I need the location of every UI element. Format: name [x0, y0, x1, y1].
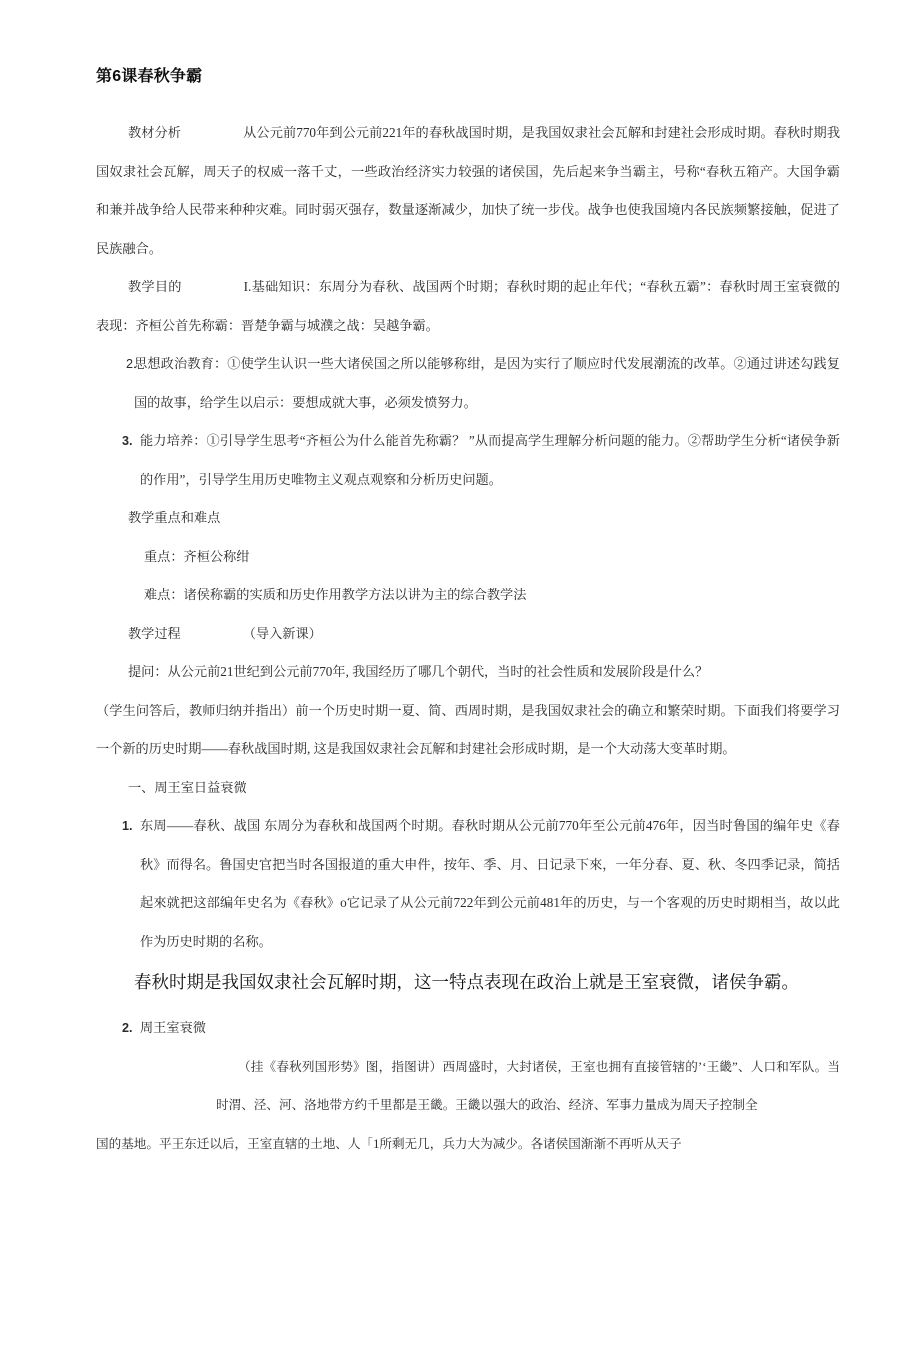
document-body: [96, 66, 840, 1163]
paragraph-teaching-material-analysis: [96, 114, 840, 268]
list-text: 周王室衰微: [140, 1020, 206, 1035]
label-teaching-aims: 教学目的: [128, 279, 182, 294]
list-item-part-one-2: [96, 1009, 840, 1048]
list-item-teaching-aims-3: [96, 422, 840, 499]
heading-key-and-difficult-points: 教学重点和难点: [128, 510, 221, 525]
label-teaching-process: 教学过程: [128, 625, 181, 641]
text-teaching-process-question: 提问：从公元前21世纪到公元前770年, 我国经历了哪几个朝代，当时的社会性质和发展阶段是什么？: [128, 664, 709, 679]
paragraph-teaching-aims-item-1: [96, 268, 840, 345]
text-part-one-detail-line-2: 国的基地。平王东迁以后，王室直辖的土地、人「1所剩无几，兵力大为减少。各诸侯国渐渐不再听从天子: [96, 1136, 682, 1151]
text-teaching-process-sub-label: （导入新课）: [242, 625, 322, 641]
text-teaching-material-analysis: 从公元前770年到公元前221年的春秋战国时期，是我国奴隶社会瓦解和封建社会形成时期。春秋时期我国奴隶社会瓦解，周天子的权威一落千丈，一些政治经济实力较强的诸侯国，先后起来争当霸主，号称“春秋五箱产。大国争霸和兼并战争给人民带来种种灾难。同时弱灭强存，数量逐渐减少，加快了统一步伐。战争也使我国境内各民族频繁接触，促进了民族融合。: [96, 125, 841, 256]
paragraph-teaching-process-label: [96, 615, 840, 654]
text-part-one-detail-line-1: （挂《春秋列国形势》图，指图讲）西周盛时，大封诸侯，王室也拥有直接管辖的’‘王畿”、人口和军队。当时渭、泾、河、洛地带方约千里都是王畿。王畿以强大的政治、经济、军事力量成为周天子控制全: [216, 1059, 840, 1112]
list-number: 2.: [126, 357, 137, 371]
label-teaching-material-analysis: 教材分析: [128, 125, 182, 140]
text-teaching-process-answer-note: （学生问答后，教师归纳并指出）前一个历史时期一夏、简、西周时期，是我国奴隶社会的确立和繁荣时期。下面我们将要学习一个新的历史时期——春秋战国时期, 这是我国奴隶社会瓦解和封建社会形成时期，是一个大动荡大变革时期。: [96, 702, 840, 756]
text-difficult-point: 难点：诸侯称霸的实质和历史作用教学方法以讲为主的综合教学法: [144, 587, 527, 602]
list-number: 3.: [122, 434, 133, 448]
list-number: 1.: [122, 819, 133, 833]
list-text: 东周——春秋、战国 东周分为春秋和战国两个时期。春秋时期从公元前770年至公元前476年，因当时鲁国的编年史《春秋》而得名。鲁国史官把当时各国报道的重大申件，按年、季、月、日记录下來，一年分春、夏、秋、冬四季记录，简括起來就把这部编年史名为《春秋》o它记录了从公元前722年到公元前481年的历史，与一个客观的历史时期相当，故以此作为历史时期的名称。: [140, 818, 840, 949]
heading-part-one: 一、周王室日益衰微: [128, 779, 247, 795]
page-title: 第6课春秋争霸: [96, 68, 203, 85]
list-text: 思想政治教育：①使学生认识一些大诸侯国之所以能够称绀，是因为实行了顺应时代发展潮流的改革。②通过讲述勾践复国的故事，给学生以启示：要想成就大事，必须发愤努力。: [134, 356, 840, 410]
list-number: 2.: [122, 1021, 133, 1035]
list-text: 能力培养：①引导学生思考“齐桓公为什么能首先称霸？ ”从而提高学生理解分析问题的能力。②帮助学生分析“诸侯争新的作用”，引导学生用历史唯物主义观点观察和分析历史问题。: [140, 433, 840, 487]
list-item-part-one-1: [96, 807, 840, 961]
text-key-point: 重点：齐桓公称绀: [144, 548, 250, 564]
list-item-teaching-aims-2: [96, 345, 840, 422]
text-part-one-emphasis: 春秋时期是我国奴隶社会瓦解时期，这一特点表现在政治上就是王室衰微，诸侯争霸。: [134, 972, 799, 992]
text-teaching-aims-item-1: I.基础知识：东周分为春秋、战国两个时期；春秋时期的起止年代；“春秋五霸”：春秋时周王室衰微的表现：齐桓公首先称霸：晋楚争霸与城濮之战：吴越争霸。: [96, 279, 840, 333]
